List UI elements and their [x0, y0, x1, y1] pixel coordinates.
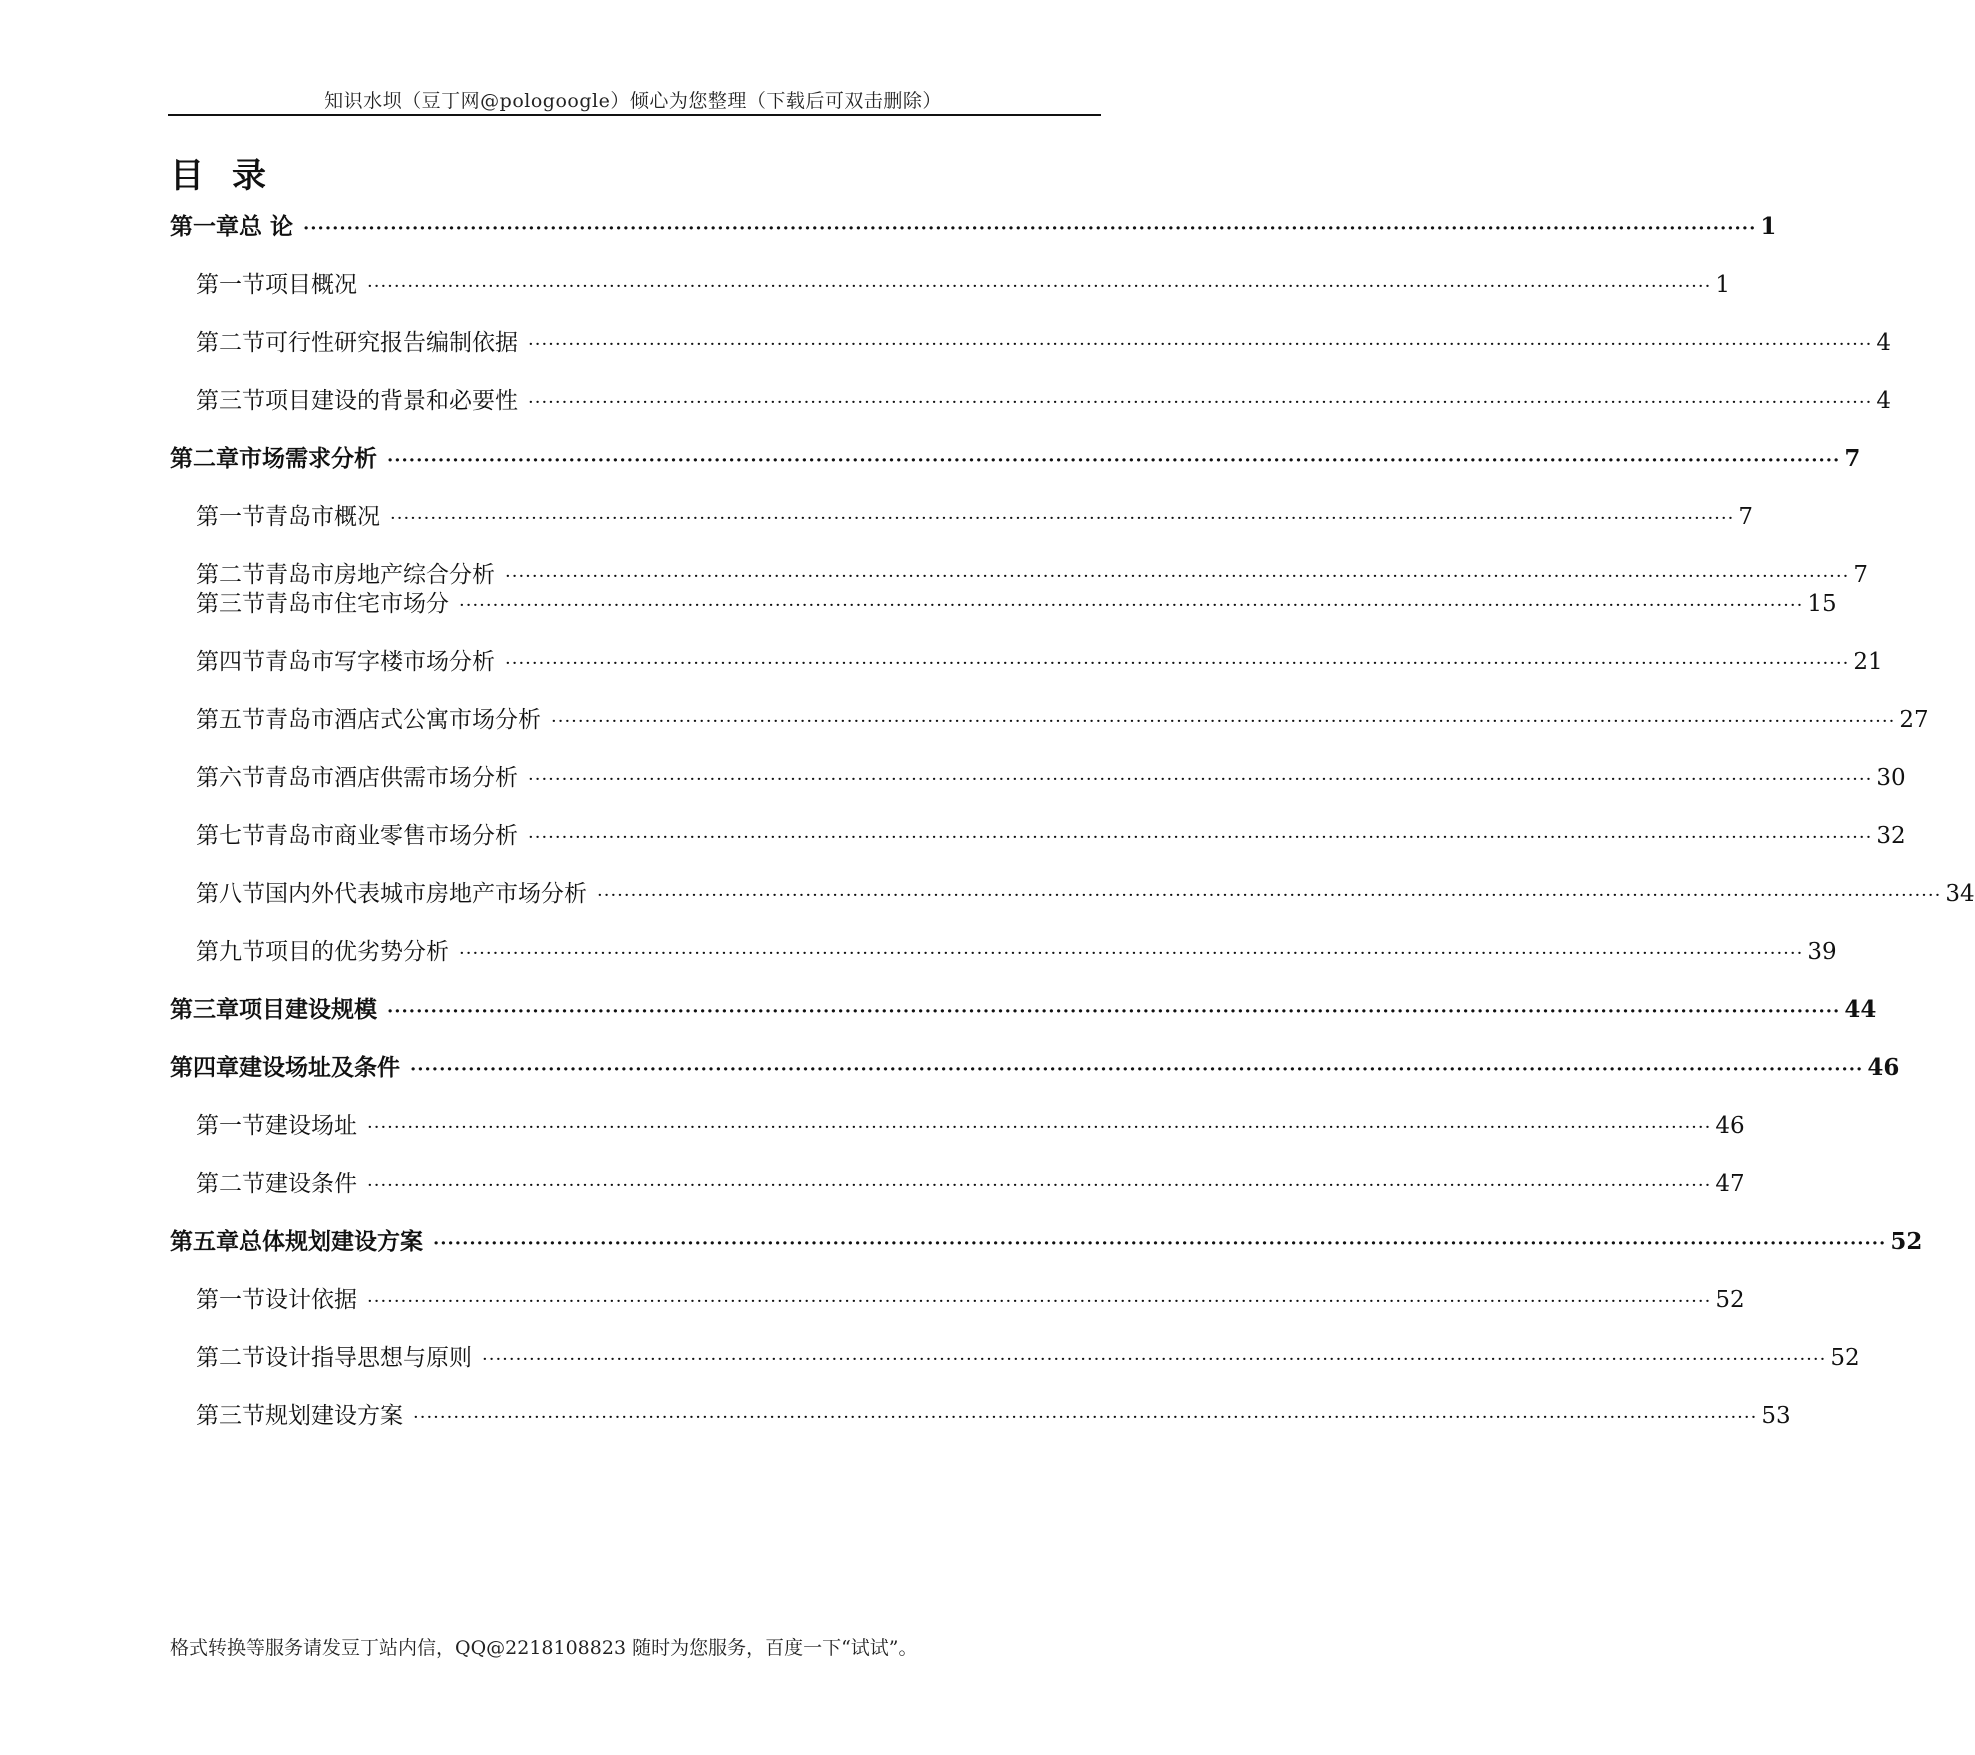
toc-dot-leader: ········································································································································································································	[367, 276, 1712, 297]
toc-entry-title: 项目的优劣势分析	[265, 939, 449, 965]
toc-dot-leader: ········································································································································································································	[528, 827, 1873, 848]
toc-entry-page: 47	[1715, 1171, 1745, 1197]
page-header: 知识水坝（豆丁网@pologoogle）倾心为您整理（下载后可双击删除）	[324, 90, 942, 112]
toc-entry-title: 建设场址	[265, 1113, 357, 1139]
toc-section-entry[interactable]	[196, 382, 1891, 415]
toc-dot-leader: ········································································································································································································	[528, 769, 1873, 790]
toc-entry-title: 青岛市房地产综合分析	[265, 562, 495, 588]
toc-entry-number: 第三节	[196, 1403, 265, 1429]
toc-entry-number: 第七节	[196, 823, 265, 849]
toc-section-entry[interactable]	[196, 759, 1906, 792]
toc-entry-page: 1	[1760, 213, 1777, 240]
toc-entry-title: 建设条件	[265, 1171, 357, 1197]
toc-entry-page: 39	[1807, 939, 1837, 965]
toc-section-entry[interactable]	[196, 324, 1891, 357]
toc-dot-leader: ········································································································································································································	[551, 711, 1896, 732]
toc-entry-number: 第五节	[196, 707, 265, 733]
toc-dot-leader: ········································································································································································································	[433, 1233, 1887, 1254]
toc-entry-number: 第二节	[196, 1171, 265, 1197]
toc-entry-page: 34	[1945, 881, 1975, 907]
toc-dot-leader: ········································································································································································································	[367, 1117, 1712, 1138]
toc-entry-number: 第三章	[170, 996, 239, 1023]
toc-entry-page: 46	[1715, 1113, 1745, 1139]
toc-dot-leader: ········································································································································································································	[413, 1407, 1758, 1428]
toc-entry-title: 项目建设的背景和必要性	[265, 388, 518, 414]
toc-dot-leader: ········································································································································································································	[528, 392, 1873, 413]
toc-entry-number: 第三节	[196, 591, 265, 617]
toc-dot-leader: ········································································································································································································	[505, 653, 1850, 674]
toc-entry-page: 52	[1715, 1287, 1745, 1313]
toc-entry-title: 青岛市商业零售市场分析	[265, 823, 518, 849]
toc-section-entry[interactable]	[196, 1281, 1745, 1314]
toc-entry-title: 可行性研究报告编制依据	[265, 330, 518, 356]
toc-chapter-entry[interactable]	[170, 440, 1861, 473]
toc-entry-page: 52	[1830, 1345, 1860, 1371]
toc-entry-title: 总体规划建设方案	[239, 1228, 423, 1255]
toc-section-entry[interactable]	[196, 701, 1929, 734]
toc-entry-number: 第四章	[170, 1054, 239, 1081]
toc-entry-title: 项目建设规模	[239, 996, 377, 1023]
toc-dot-leader: ········································································································································································································	[528, 334, 1873, 355]
toc-entry-title: 青岛市住宅市场分	[265, 591, 449, 617]
toc-entry-page: 7	[1844, 445, 1861, 472]
toc-entry-page: 53	[1761, 1403, 1791, 1429]
toc-entry-page: 32	[1876, 823, 1906, 849]
toc-entry-title: 市场需求分析	[239, 445, 377, 472]
toc-dot-leader: ········································································································································································································	[390, 508, 1735, 529]
toc-dot-leader: ········································································································································································································	[459, 595, 1804, 616]
toc-dot-leader: ········································································································································································································	[367, 1291, 1712, 1312]
toc-entry-number: 第八节	[196, 881, 265, 907]
toc-entry-title: 国内外代表城市房地产市场分析	[265, 881, 587, 907]
toc-entry-page: 30	[1876, 765, 1906, 791]
toc-chapter-entry[interactable]	[170, 208, 1777, 241]
toc-entry-page: 1	[1715, 272, 1730, 298]
toc-entry-title: 设计指导思想与原则	[265, 1345, 472, 1371]
toc-entry-number: 第一章	[170, 213, 239, 240]
toc-entry-title: 规划建设方案	[265, 1403, 403, 1429]
toc-dot-leader: ········································································································································································································	[459, 943, 1804, 964]
toc-entry-page: 4	[1876, 330, 1891, 356]
toc-entry-title: 建设场址及条件	[239, 1054, 400, 1081]
toc-entry-number: 第二节	[196, 1345, 265, 1371]
toc-entry-number: 第三节	[196, 388, 265, 414]
toc-section-entry[interactable]	[196, 1165, 1745, 1198]
page-footer: 格式转换等服务请发豆丁站内信，QQ@2218108823 随时为您服务，百度一下“试试”。	[170, 1637, 918, 1659]
toc-entry-title: 青岛市酒店供需市场分析	[265, 765, 518, 791]
toc-entry-page: 52	[1890, 1228, 1923, 1255]
toc-entry-number: 第二节	[196, 562, 265, 588]
toc-entry-page: 15	[1807, 591, 1837, 617]
toc-section-entry[interactable]	[196, 875, 1975, 908]
toc-title: 目录	[170, 156, 294, 196]
toc-entry-number: 第二节	[196, 330, 265, 356]
header-divider	[168, 114, 1101, 116]
toc-dot-leader: ········································································································································································································	[482, 1349, 1827, 1370]
toc-entry-title: 青岛市概况	[265, 504, 380, 530]
toc-section-entry[interactable]	[196, 1339, 1860, 1372]
toc-dot-leader: ········································································································································································································	[505, 566, 1850, 587]
toc-chapter-entry[interactable]	[170, 1223, 1923, 1256]
toc-dot-leader: ········································································································································································································	[303, 218, 1757, 239]
toc-dot-leader: ········································································································································································································	[387, 1001, 1841, 1022]
toc-entry-title: 设计依据	[265, 1287, 357, 1313]
toc-entry-number: 第四节	[196, 649, 265, 675]
toc-chapter-entry[interactable]	[170, 1049, 1900, 1082]
toc-entry-title: 总 论	[239, 213, 294, 240]
toc-entry-number: 第一节	[196, 1287, 265, 1313]
toc-section-entry[interactable]	[196, 643, 1883, 676]
toc-section-entry[interactable]	[196, 933, 1837, 966]
toc-entry-title: 项目概况	[265, 272, 357, 298]
toc-section-entry[interactable]	[196, 1107, 1745, 1140]
toc-section-entry[interactable]	[196, 817, 1906, 850]
toc-section-entry[interactable]	[196, 585, 1837, 618]
toc-entry-page: 4	[1876, 388, 1891, 414]
toc-dot-leader: ········································································································································································································	[410, 1059, 1864, 1080]
toc-dot-leader: ········································································································································································································	[367, 1175, 1712, 1196]
toc-entry-number: 第一节	[196, 272, 265, 298]
toc-entry-title: 青岛市写字楼市场分析	[265, 649, 495, 675]
toc-entry-number: 第五章	[170, 1228, 239, 1255]
toc-chapter-entry[interactable]	[170, 991, 1877, 1024]
toc-dot-leader: ········································································································································································································	[597, 885, 1942, 906]
toc-entry-page: 27	[1899, 707, 1929, 733]
toc-entry-page: 7	[1853, 562, 1868, 588]
toc-entry-title: 青岛市酒店式公寓市场分析	[265, 707, 541, 733]
toc-entry-number: 第九节	[196, 939, 265, 965]
toc-entry-number: 第六节	[196, 765, 265, 791]
toc-entry-page: 44	[1844, 996, 1877, 1023]
toc-entry-page: 46	[1867, 1054, 1900, 1081]
toc-entry-page: 21	[1853, 649, 1883, 675]
toc-entry-number: 第一节	[196, 504, 265, 530]
toc-dot-leader: ········································································································································································································	[387, 450, 1841, 471]
toc-entry-number: 第一节	[196, 1113, 265, 1139]
toc-section-entry[interactable]	[196, 1397, 1791, 1430]
toc-section-entry[interactable]	[196, 498, 1753, 531]
toc-entry-number: 第二章	[170, 445, 239, 472]
toc-entry-page: 7	[1738, 504, 1753, 530]
toc-section-entry[interactable]	[196, 266, 1730, 299]
